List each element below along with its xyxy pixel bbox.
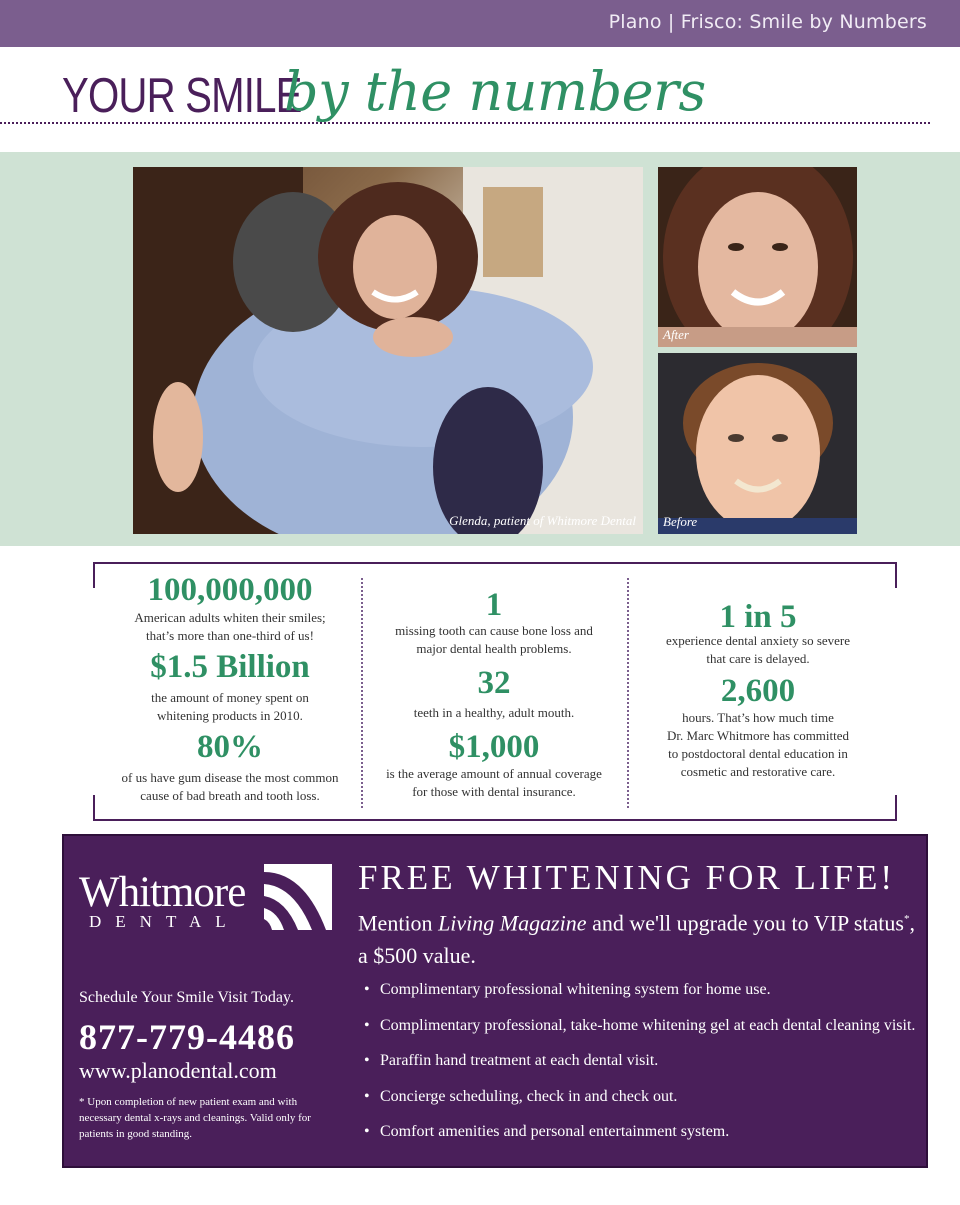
stat-number: 2,600	[720, 673, 796, 709]
bullet-icon: •	[364, 1123, 370, 1140]
stat-description: experience dental anxiety so severe	[665, 633, 851, 648]
stat-number: 80%	[197, 729, 263, 765]
frame-corner	[895, 562, 897, 588]
frame-corner	[895, 795, 897, 821]
stat-description: that care is delayed.	[706, 651, 810, 666]
stat-column-2	[368, 586, 620, 801]
benefit-item	[364, 1052, 915, 1088]
stat-description: is the average amount of annual coverage	[386, 766, 602, 781]
hug-photo-illustration	[133, 167, 643, 534]
benefit-text: Concierge scheduling, check in and check out.	[380, 1087, 678, 1105]
magazine-name: Living Magazine	[438, 910, 587, 936]
stat-description: cause of bad breath and tooth loss.	[140, 788, 320, 803]
stat-description: teeth in a healthy, adult mouth.	[413, 705, 575, 720]
benefit-item	[364, 1123, 915, 1159]
title-part-1: YOUR SMILE	[62, 69, 302, 123]
promo-title: FREE WHITENING FOR LIFE!	[358, 858, 896, 897]
stat-number: 100,000,000	[147, 572, 313, 608]
stats-divider	[627, 578, 629, 808]
logo-subtitle: DENTAL	[89, 912, 240, 931]
logo-wordmark: Whitmore	[79, 869, 246, 916]
stat-description: missing tooth can cause bone loss and	[395, 623, 593, 638]
benefit-text: Complimentary professional whitening system for home use.	[380, 981, 771, 998]
bullet-icon: •	[364, 1087, 370, 1105]
section-breadcrumb: Plano | Frisco: Smile by Numbers	[608, 11, 927, 33]
stat-number: $1,000	[448, 729, 540, 765]
stat-number: $1.5 Billion	[150, 649, 310, 685]
before-caption: Before	[663, 514, 698, 529]
after-photo	[658, 167, 857, 347]
frame-corner	[93, 562, 95, 588]
title-dotted-rule	[0, 122, 930, 124]
stat-number: 1 in 5	[719, 599, 797, 635]
bullet-icon: •	[364, 1016, 370, 1034]
stat-description: that’s more than one-third of us!	[146, 628, 314, 643]
benefit-item	[364, 981, 915, 1017]
before-portrait-illustration	[658, 353, 857, 534]
title-part-2: by the numbers	[284, 60, 706, 123]
benefit-text: Paraffin hand treatment at each dental visit.	[380, 1052, 659, 1069]
offer-text-part: , a $500 value.	[358, 910, 915, 969]
schedule-prompt: Schedule Your Smile Visit Today.	[79, 989, 294, 1006]
header-bar	[0, 0, 960, 47]
stat-description: for those with dental insurance.	[412, 784, 576, 799]
benefit-text: Comfort amenities and personal entertainment system.	[380, 1123, 730, 1140]
stat-column-1	[105, 571, 355, 805]
frame-bottom-rule	[93, 819, 897, 821]
after-caption: After	[663, 327, 689, 342]
before-photo	[658, 353, 857, 534]
stat-description: hours. That’s how much time	[682, 710, 834, 725]
stat-description: American adults whiten their smiles;	[134, 610, 326, 625]
stat-description: major dental health problems.	[416, 641, 572, 656]
frame-top-rule	[93, 562, 897, 564]
frame-corner	[93, 795, 95, 821]
stat-description: the amount of money spent on	[151, 690, 309, 705]
footnote: * Upon completion of new patient exam and with necessary dental x-rays and cleanings. Valid only for patients in good standing.	[79, 1096, 311, 1140]
phone-number[interactable]: 877-779-4486	[79, 1017, 295, 1057]
after-portrait-illustration	[658, 167, 857, 347]
stat-description: to postdoctoral dental education in	[668, 746, 848, 761]
stat-number: 1	[485, 587, 503, 623]
offer-text-part: Mention	[358, 910, 439, 936]
bullet-icon: •	[364, 1052, 370, 1069]
stat-description: whitening products in 2010.	[157, 708, 303, 723]
benefit-item	[364, 1017, 915, 1053]
stat-description: cosmetic and restorative care.	[680, 764, 836, 779]
logo-fan-icon	[264, 864, 332, 930]
stat-number: 32	[477, 665, 511, 701]
benefit-text: Complimentary professional, take-home whitening gel at each dental cleaning visit.	[380, 1016, 916, 1034]
benefits-list	[364, 981, 915, 1159]
main-photo-caption: Glenda, patient of Whitmore Dental	[449, 513, 636, 528]
bullet-icon: •	[364, 981, 370, 998]
website-link[interactable]: www.planodental.com	[79, 1058, 277, 1083]
footnote-marker: *	[903, 913, 910, 925]
promo-panel	[62, 834, 928, 1168]
offer-text-part: and we'll upgrade you to VIP status	[586, 910, 904, 936]
hug-photo	[133, 167, 643, 534]
benefit-item	[364, 1088, 915, 1124]
stat-column-3	[634, 598, 882, 781]
stat-description: Dr. Marc Whitmore has committed	[666, 728, 850, 743]
stat-description: of us have gum disease the most common	[121, 770, 339, 785]
promo-offer-text	[358, 903, 918, 972]
stats-divider	[361, 578, 363, 808]
